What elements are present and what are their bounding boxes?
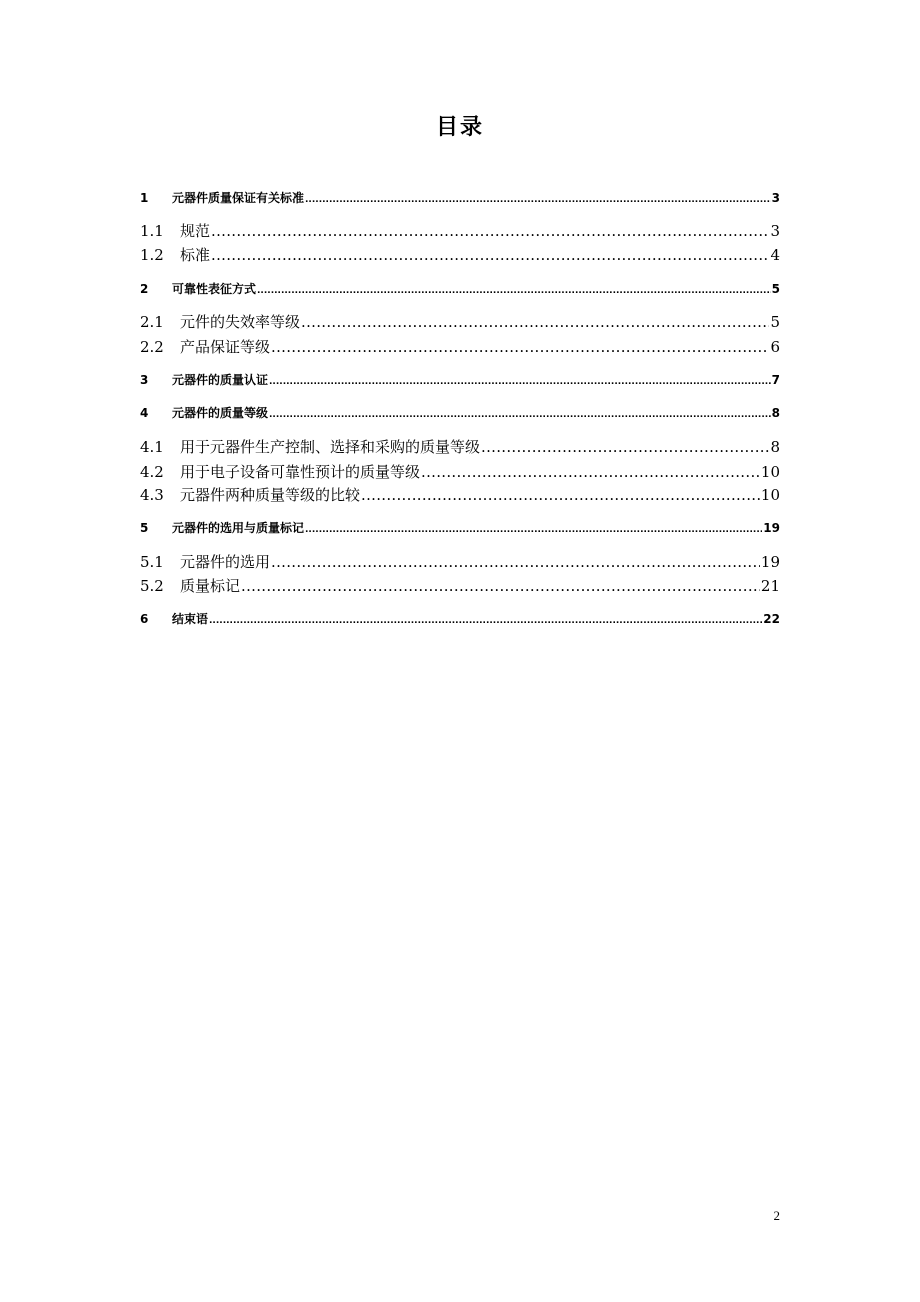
toc-entry[interactable] [140,436,780,457]
toc-entry-label: 元器件两种质量等级的比较 [180,486,361,504]
toc-entry[interactable] [140,371,780,388]
toc-entry-number: 2.2 [140,338,164,356]
toc-entry[interactable] [140,280,780,297]
toc-entry-page: 19 [763,521,780,535]
toc-entry[interactable] [140,189,780,206]
toc-entry[interactable] [140,519,780,536]
toc-entry-number: 5.2 [140,577,164,595]
toc-dot-leader [269,410,771,420]
toc-entry[interactable] [140,461,780,482]
toc-entry-number: 4.2 [140,463,164,481]
toc-entry-label: 结束语 [172,612,209,626]
toc-entry[interactable] [140,484,780,505]
toc-dot-leader [305,195,771,205]
toc-entry-page: 7 [771,373,780,387]
toc-entry-number: 4.1 [140,438,164,456]
toc-entry-label: 可靠性表征方式 [172,282,257,296]
toc-dot-leader [211,246,769,264]
toc-entry-label: 元器件的质量等级 [172,406,269,420]
toc-entry-label: 用于电子设备可靠性预计的质量等级 [180,463,421,481]
toc-entry[interactable] [140,610,780,627]
toc-entry-label: 元件的失效率等级 [180,313,301,331]
toc-dot-leader [209,616,762,626]
toc-dot-leader [361,486,760,504]
toc-dot-leader [271,338,769,356]
toc-entry-page: 6 [770,338,780,356]
toc-dot-leader [257,286,771,296]
toc-dot-leader [301,313,769,331]
toc-dot-leader [241,577,760,595]
toc-entry-number: 1.2 [140,246,164,264]
toc-entry[interactable] [140,311,780,332]
toc-entry-label: 产品保证等级 [180,338,271,356]
page-number: 2 [773,1208,780,1223]
toc-entry-number: 3 [140,373,149,387]
toc-dot-leader [305,525,762,535]
toc-dot-leader [481,438,769,456]
toc-entry-number: 1 [140,191,149,205]
toc-entry-page: 4 [770,246,780,264]
toc-entry[interactable] [140,220,780,241]
toc-entry-number: 5.1 [140,553,164,571]
toc-entry-number: 6 [140,612,149,626]
toc-entry-page: 3 [771,191,780,205]
toc-entry-number: 4.3 [140,486,164,504]
toc-entry-page: 10 [760,463,780,481]
toc-dot-leader [269,377,771,387]
toc-dot-leader [421,463,760,481]
toc-entry-label: 元器件的选用与质量标记 [172,521,305,535]
toc-entry-label: 元器件的选用 [180,553,271,571]
toc-entry-number: 2.1 [140,313,164,331]
toc-entry-page: 22 [763,612,780,626]
toc-entry-label: 元器件质量保证有关标准 [172,191,305,205]
toc-entry-page: 10 [760,486,780,504]
toc-entry-label: 质量标记 [180,577,241,595]
page-title: 目录 [435,115,484,140]
toc-entry-label: 用于元器件生产控制、选择和采购的质量等级 [180,438,481,456]
toc-entry-number: 4 [140,406,149,420]
toc-entry-label: 规范 [180,222,211,240]
toc-dot-leader [271,553,760,571]
toc-entry-number: 5 [140,521,149,535]
toc-entry-page: 3 [770,222,780,240]
toc-entry-page: 19 [760,553,780,571]
toc-entry-number: 1.1 [140,222,164,240]
toc-entry-page: 5 [770,313,780,331]
toc-entry-page: 8 [771,406,780,420]
toc-entry-page: 21 [760,577,780,595]
toc-entry[interactable] [140,336,780,357]
toc-entry[interactable] [140,404,780,421]
toc-entry-number: 2 [140,282,149,296]
toc-entry-label: 标准 [180,246,211,264]
toc-dot-leader [211,222,769,240]
toc-entry[interactable] [140,551,780,572]
toc-entry[interactable] [140,575,780,596]
toc-entry[interactable] [140,244,780,265]
toc-entry-page: 8 [770,438,780,456]
toc-entry-label: 元器件的质量认证 [172,373,269,387]
toc-entry-page: 5 [771,282,780,296]
